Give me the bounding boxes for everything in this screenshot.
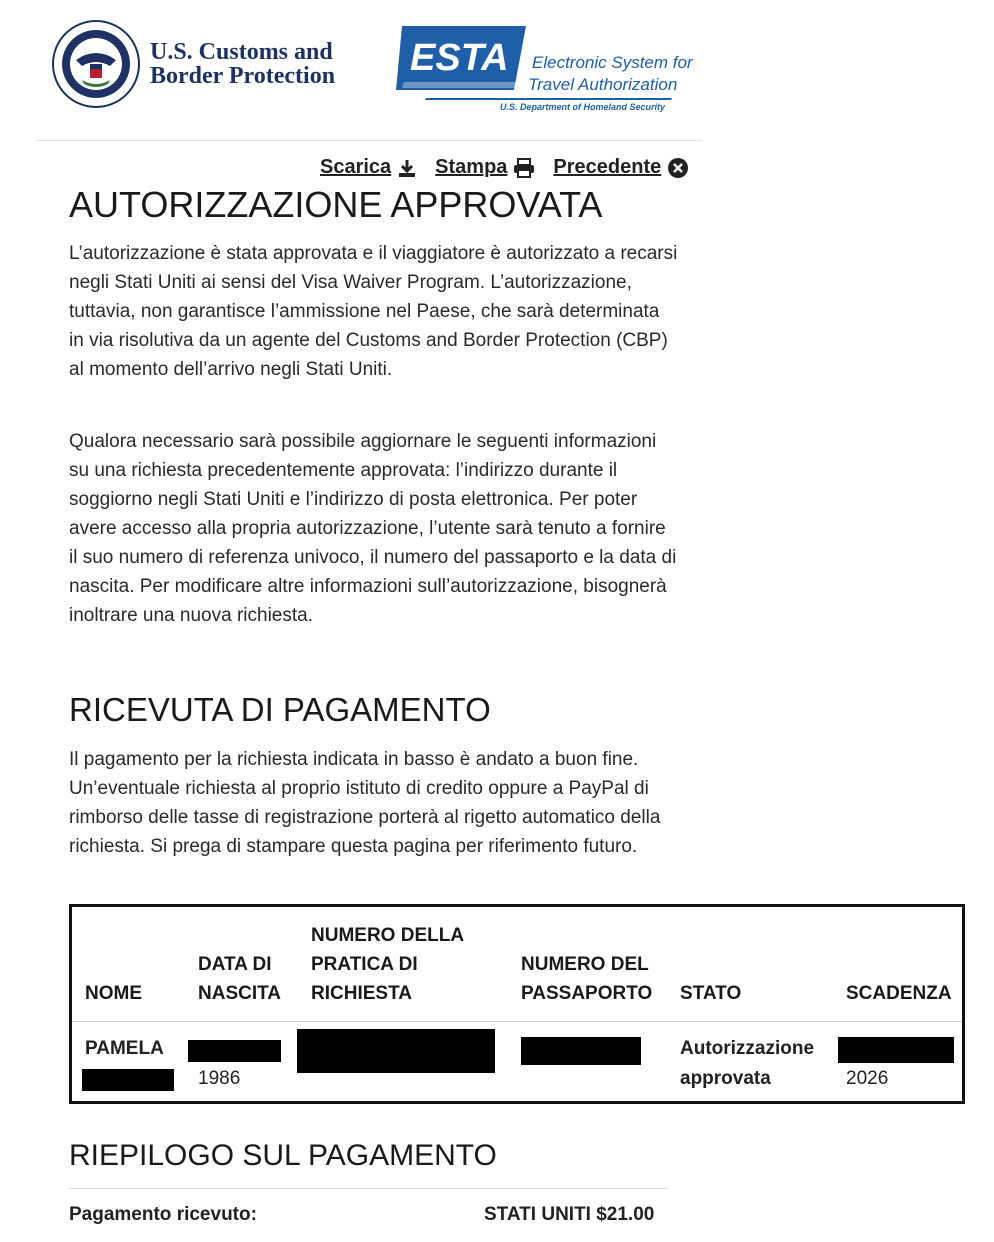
download-label: Scarica	[320, 156, 392, 178]
esta-logo-text: ESTA	[410, 37, 509, 79]
back-label: Precedente	[553, 156, 662, 178]
header-passport-line1: NUMERO DEL	[521, 954, 649, 975]
page-actions	[320, 156, 689, 179]
approval-title: AUTORIZZAZIONE APPROVATA	[69, 184, 603, 225]
header-expiry	[846, 979, 952, 1008]
receipt-title: RICEVUTA DI PAGAMENTO	[69, 691, 491, 728]
back-link[interactable]	[553, 156, 689, 179]
cell-status-line1: Autorizzazione	[680, 1038, 815, 1059]
dhs-seal-icon	[52, 20, 140, 108]
header-dob-line1: DATA DI	[198, 954, 272, 975]
header-app-line1: NUMERO DELLA	[311, 925, 465, 946]
redaction-name-surname	[82, 1069, 174, 1091]
receipt-paragraph: Il pagamento per la richiesta indicata in basso è andato a buon fine. Un’eventuale richiesta al proprio istituto di credito oppure a PayPal di rimborso delle tasse di registrazione porterà al rigetto automatico della richiesta. Si prega di stampare questa pagina per riferimento futuro.	[69, 749, 661, 857]
cell-name-first: PAMELA	[85, 1038, 164, 1059]
cell-dob-year: 1986	[198, 1068, 241, 1089]
close-circle-icon	[667, 157, 689, 179]
header-dob	[198, 950, 281, 1008]
esta-tagline-line1: Electronic System for	[532, 53, 693, 72]
approval-paragraph-1: L’autorizzazione è stata approvata e il viaggiatore è autorizzato a recarsi negli Stati Uniti ai sensi del Visa Waiver Program. L’autorizzazione, tuttavia, non garantisce l’ammissione nel Paese, che sarà determinata in via risolutiva da un agente del Customs and Border Protection (CBP) al momento dell’arrivo negli Stati Uniti.	[69, 243, 678, 380]
header-application-number	[311, 921, 464, 1008]
page-header	[0, 0, 994, 140]
redaction-expiry	[838, 1037, 954, 1063]
cell-status-line2: approvata	[680, 1068, 771, 1089]
print-link[interactable]	[435, 156, 535, 179]
cell-status	[680, 1034, 814, 1094]
table-row-divider	[72, 1021, 962, 1022]
header-name	[85, 979, 142, 1008]
cell-expiry-year: 2026	[846, 1068, 889, 1089]
redaction-application-number	[297, 1029, 495, 1073]
esta-logo	[396, 22, 696, 114]
agency-name-line2: Border Protection	[150, 63, 336, 89]
agency-name	[150, 40, 335, 88]
redaction-dob	[188, 1040, 281, 1062]
header-app-line2: PRATICA DI	[311, 954, 418, 975]
header-expiry-text: SCADENZA	[846, 983, 952, 1004]
authorization-table	[69, 904, 965, 1104]
summary-title: RIEPILOGO SUL PAGAMENTO	[69, 1139, 497, 1172]
download-icon	[397, 158, 417, 178]
approval-paragraph-2: Qualora necessario sarà possibile aggiornare le seguenti informazioni su una richiesta precedentemente approvata: l’indirizzo durante il soggiorno negli Stati Uniti e l’indirizzo di posta elettronica. Per poter avere accesso alla propria autorizzazione, l’utente sarà tenuto a fornire il suo numero di referenza univoco, il numero del passaporto e la data di nascita. Per modificare altre informazioni sull’autorizzazione, bisognerà inoltrare una nuova richiesta.	[69, 431, 677, 626]
header-app-line3: RICHIESTA	[311, 983, 412, 1004]
agency-name-line1: U.S. Customs and	[150, 39, 333, 65]
redaction-passport-number	[521, 1037, 641, 1065]
header-status	[680, 979, 741, 1008]
esta-tagline-line2: Travel Authorization	[528, 75, 678, 94]
summary-divider	[69, 1188, 669, 1189]
header-dob-line2: NASCITA	[198, 983, 282, 1004]
header-status-text: STATO	[680, 983, 742, 1004]
print-label: Stampa	[435, 156, 508, 178]
printer-icon	[513, 158, 535, 178]
download-link[interactable]	[320, 156, 417, 179]
header-name-text: NOME	[85, 983, 142, 1004]
header-divider	[36, 140, 702, 141]
payment-received-value: STATI UNITI $21.00	[484, 1204, 655, 1225]
esta-dept-text: U.S. Department of Homeland Security	[500, 102, 666, 112]
payment-received-label: Pagamento ricevuto:	[69, 1204, 257, 1225]
header-passport-line2: PASSAPORTO	[521, 983, 653, 1004]
header-passport-number	[521, 950, 652, 1008]
